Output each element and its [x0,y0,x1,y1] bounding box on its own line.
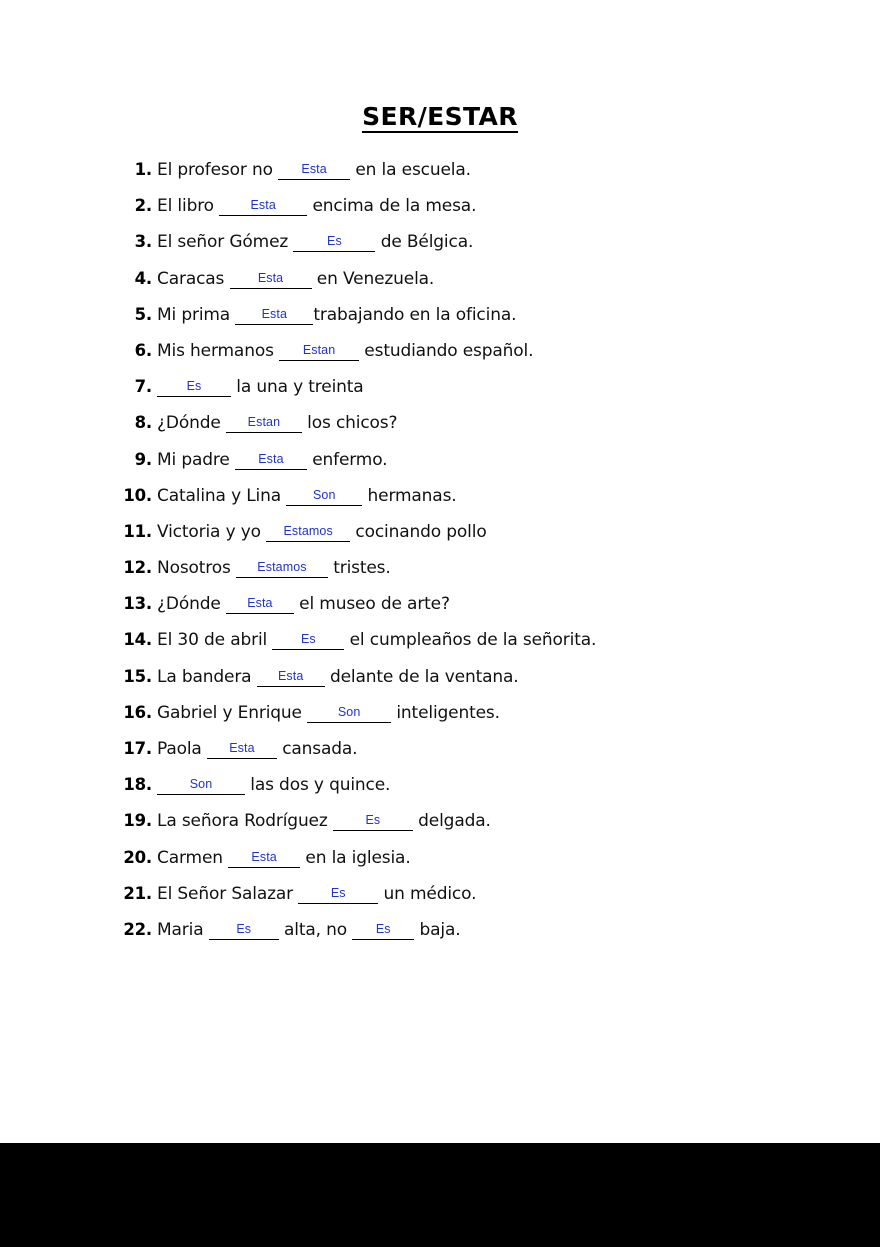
sentence-text: El señor Gómez [157,232,294,253]
exercise-item [0,160,880,196]
answer-text: Es [375,921,391,936]
item-sentence [157,196,476,216]
exercise-item [0,630,880,666]
sentence-text: El libro [157,196,220,217]
item-sentence [157,775,390,795]
exercise-item [0,377,880,413]
exercise-item [0,739,880,775]
item-number: 10. [123,485,152,505]
answer-blank[interactable] [230,269,312,289]
sentence-text: Mi prima [157,304,236,325]
item-number: 14. [123,630,152,650]
answer-blank[interactable] [333,811,413,831]
sentence-text: la una y treinta [231,377,364,398]
answer-blank[interactable] [279,341,359,361]
answer-blank[interactable] [219,196,307,216]
answer-blank[interactable] [157,775,245,795]
answer-text: Estan [247,415,281,430]
answer-text: Esta [261,306,288,321]
item-number: 8. [134,413,152,433]
answer-text: Esta [258,451,284,466]
item-number: 4. [134,268,152,288]
page-title-container [0,104,880,133]
exercise-list [0,160,880,956]
sentence-text: delgada. [412,811,491,832]
exercise-item [0,305,880,341]
item-sentence [157,703,500,723]
exercise-item [0,450,880,486]
item-number: 16. [123,702,152,722]
item-sentence [157,848,411,868]
sentence-text: Gabriel y Enrique [157,702,308,723]
item-number: 6. [134,340,152,360]
item-number: 17. [123,739,152,758]
answer-blank[interactable] [293,232,375,252]
answer-blank[interactable] [236,558,328,578]
item-sentence [157,884,476,904]
item-sentence [157,413,397,433]
sentence-text: de Bélgica. [375,232,474,253]
answer-text: Es [330,885,346,900]
sentence-text: cocinando pollo [350,521,487,542]
answer-text: Es [327,234,342,249]
exercise-item [0,920,880,956]
answer-blank[interactable] [298,884,378,904]
sentence-text: La señora Rodríguez [157,811,333,832]
sentence-text: el cumpleaños de la señorita. [344,630,597,651]
item-sentence [157,667,519,687]
sentence-text: Victoria y yo [157,521,267,542]
item-number: 21. [123,883,152,903]
answer-text: Esta [247,596,273,611]
sentence-text: en la iglesia. [300,847,411,868]
item-number: 19. [123,811,152,831]
sentence-text: El Señor Salazar [157,883,299,904]
item-sentence [157,450,387,470]
item-number: 22. [123,919,152,939]
item-number: 1. [134,160,152,179]
answer-blank[interactable] [228,848,300,868]
sentence-text: El profesor no [157,160,279,180]
item-number: 20. [123,847,152,867]
sentence-text: ¿Dónde [157,413,226,434]
sentence-text: cansada. [276,739,358,759]
item-number: 3. [134,232,152,252]
answer-blank[interactable] [235,450,307,470]
answer-blank[interactable] [226,594,294,614]
sentence-text: inteligentes. [391,702,500,723]
exercise-item [0,775,880,811]
answer-text: Estamos [257,560,307,575]
item-sentence [157,305,516,325]
answer-blank[interactable] [226,413,302,433]
answer-text: Son [189,777,213,792]
answer-text: Es [300,632,316,647]
answer-text: Esta [257,270,284,285]
sentence-text: los chicos? [301,413,398,434]
sentence-text: Mi padre [157,449,235,470]
answer-blank[interactable] [307,703,391,723]
sentence-text: Maria [157,919,209,940]
sentence-text: ¿Dónde [157,594,226,615]
sentence-text: tristes. [327,558,391,579]
answer-blank[interactable] [266,522,350,542]
item-sentence [157,232,473,252]
item-number: 18. [123,775,152,795]
sentence-text: La bandera [157,666,257,687]
item-number: 5. [134,304,152,324]
item-sentence [157,269,434,289]
item-sentence [157,739,357,759]
item-number: 7. [134,377,152,397]
exercise-item [0,413,880,449]
item-number: 12. [123,558,152,578]
sentence-text: las dos y quince. [245,775,391,796]
sentence-text: enfermo. [306,449,388,470]
answer-blank[interactable] [157,377,231,397]
sentence-text: encima de la mesa. [307,196,477,217]
sentence-text: estudiando español. [359,340,534,361]
item-sentence [157,522,487,542]
item-sentence [157,377,364,397]
answer-blank[interactable] [278,160,350,180]
answer-text: Esta [251,849,277,864]
exercise-item [0,486,880,522]
exercise-item [0,703,880,739]
sentence-text: Carmen [157,847,229,868]
sentence-text: delante de la ventana. [324,666,519,687]
answer-blank[interactable] [352,920,414,940]
item-number: 13. [123,594,152,614]
answer-blank[interactable] [257,667,325,687]
exercise-item [0,558,880,594]
bottom-black-band [0,1143,880,1247]
sentence-text: el museo de arte? [293,594,450,615]
item-number: 2. [134,196,152,216]
item-sentence [157,594,450,614]
answer-text: Esta [277,668,304,683]
answer-text: Esta [301,162,327,176]
exercise-item [0,811,880,847]
answer-text: Es [236,921,252,936]
answer-blank[interactable] [235,305,313,325]
item-sentence [157,160,471,180]
sentence-text: El 30 de abril [157,630,273,651]
sentence-text: en Venezuela. [311,268,435,289]
answer-blank[interactable] [286,486,362,506]
sentence-text: hermanas. [362,485,457,506]
sentence-text: Catalina y Lina [157,485,287,506]
exercise-item [0,269,880,305]
item-sentence [157,486,457,506]
sentence-text: alta, no [278,919,353,940]
item-number: 11. [123,521,152,541]
item-sentence [157,811,491,831]
exercise-item [0,594,880,630]
exercise-item [0,884,880,920]
sentence-text: Paola [157,739,207,759]
exercise-item [0,667,880,703]
sentence-text: baja. [414,919,461,940]
answer-text: Es [365,813,381,828]
answer-text: Esta [250,198,276,213]
item-number: 15. [123,666,152,686]
sentence-text: en la escuela. [350,160,471,180]
answer-text: Estamos [283,523,333,538]
exercise-item [0,341,880,377]
answer-text: Son [337,704,361,719]
answer-text: Estan [302,342,336,357]
item-sentence [157,558,391,578]
sentence-text: Caracas [157,268,230,289]
item-sentence [157,341,533,361]
answer-text: Esta [229,741,255,755]
sentence-text: Nosotros [157,558,236,579]
exercise-item [0,196,880,232]
exercise-item [0,232,880,268]
sentence-text: Mis hermanos [157,340,280,361]
exercise-item [0,848,880,884]
page-title: SER/ESTAR [362,104,518,133]
answer-text: Es [186,379,202,394]
exercise-item [0,522,880,558]
answer-blank[interactable] [209,920,279,940]
answer-blank[interactable] [272,630,344,650]
answer-blank[interactable] [207,739,277,759]
item-number: 9. [134,449,152,469]
sentence-text: un médico. [378,883,477,904]
item-sentence [157,630,596,650]
item-sentence [157,920,461,940]
answer-text: Son [313,487,336,502]
sentence-text: trabajando en la oficina. [313,304,517,325]
